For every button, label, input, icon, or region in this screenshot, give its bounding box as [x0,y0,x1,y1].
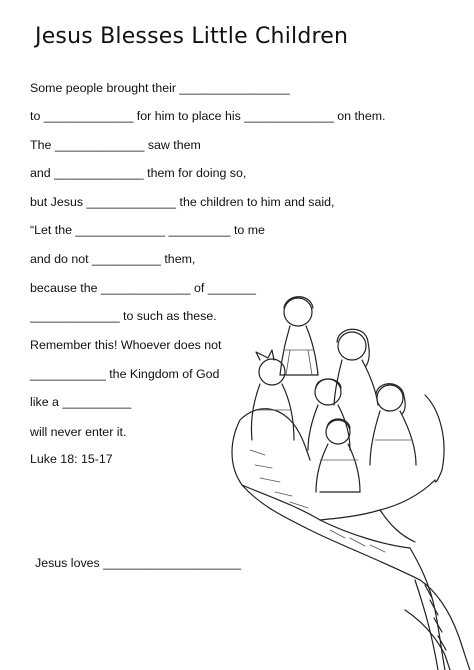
text-line-6: “Let the _____________ _________ to me [30,223,265,237]
hand-holding-children-drawing [220,280,474,670]
text-line-8: because the _____________ of _______ [30,281,256,295]
footer-line: Jesus loves ____________________ [35,556,242,570]
text-line-7: and do not __________ them, [30,252,196,266]
text-line-4: and _____________ them for doing so, [30,166,247,180]
text-line-10: Remember this! Whoever does not [30,338,222,352]
text-line-9: _____________ to such as these. [30,309,217,323]
text-line-2: to _____________ for him to place his _____________ on them. [30,109,386,123]
text-line-3: The _____________ saw them [30,138,201,152]
scripture-reference: Luke 18: 15-17 [30,452,113,466]
text-line-12: like a __________ [30,395,132,409]
text-line-11: ___________ the Kingdom of God [30,367,220,381]
text-line-1: Some people brought their ________________ [30,81,290,95]
text-line-5: but Jesus _____________ the children to him and said, [30,195,335,209]
text-line-13: will never enter it. [30,425,127,439]
page-title: Jesus Blesses Little Children [35,24,349,49]
